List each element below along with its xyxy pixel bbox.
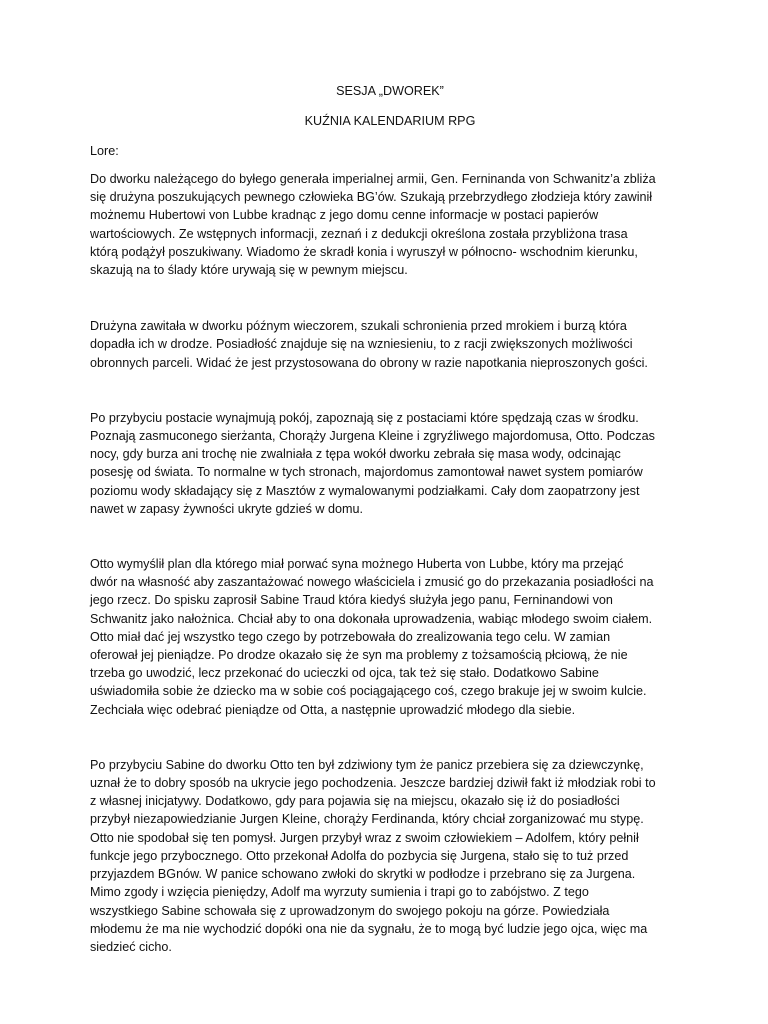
paragraph-3: Po przybyciu postacie wynajmują pokój, zapoznają się z postaciami które spędzają czas w środku. Poznają zasmuconego sierżanta, Chorąży Jurgena Kleine i zgryźliwego majordomusa, Otto. Podczas nocy, gdy burza ani trochę nie zwalniała z tępa wokół dworku zebrała się masa wody, odcinając posesję od świata. To normalne w tych stronach, majordomus zamontował nawet system pomiarów poziomu wody składający się z Masztów z wymalowanymi podziałkami. Cały dom zaopatrzony jest nawet w zapasy żywności ukryte gdzieś w domu. xyxy=(90,410,655,516)
paragraph-1: Do dworku należącego do byłego generała imperialnej armii, Gen. Ferninanda von Schwanitz’a zbliża się drużyna poszukujących pewnego człowieka BG’ów. Szukają przebrzydłego złodzieja który zawinił możnemu Hubertowi von Lubbe kradnąc z jego domu cenne informacje w postaci papierów wartościowych. Ze wstępnych informacji, zeznań i z dedukcji określona została przybliżona trasa którą podążył poszukiwany. Wiadomo że skradł konia i wyruszył w północno- wschodnim kierunku, skazują na to ślady które urywają się w pewnym miejscu. xyxy=(90,172,656,278)
document-page xyxy=(90,82,690,956)
lore-label: Lore: xyxy=(90,144,119,158)
document-title: SESJA „DWOREK” xyxy=(336,84,444,98)
paragraph-5: Po przybyciu Sabine do dworku Otto ten był zdziwiony tym że panicz przebiera się za dziewczynkę, uznał że to dobry sposób na ukrycie jego pochodzenia. Jeszcze bardziej dziwił fakt iż młodziak robi to z własnej inicjatywy. Dodatkowo, gdy para pojawia się na miejscu, okazało się iż do posiadłości przybył niezapowiedzianie Jurgen Kleine, chorąży Ferdinanda, który chciał zorganizować mu stypę. Otto nie spodobał się ten pomysł. Jurgen przybył wraz z swoim człowiekiem – Adolfem, który pełnił funkcje jego przybocznego. Otto przekonał Adolfa do pozbycia się Jurgena, stało się to tuż przed przyjazdem BGnów. W panice schowano zwłoki do skrytki w podłodze i przebrano się za Jurgena. Mimo zgody i wzięcia pieniędzy, Adolf ma wyrzuty sumienia i trapi go to zabójstwo. Z tego wszystkiego Sabine schowała się z uprowadzonym do swojego pokoju na górze. Powiedziała młodemu że ma nie wychodzić dopóki ona nie da sygnału, że to mogą być ludzie jego ojca, więc ma siedzieć cicho. xyxy=(90,757,656,954)
paragraph-2: Drużyna zawitała w dworku późnym wieczorem, szukali schronienia przed mrokiem i burzą która dopadła ich w drodze. Posiadłość znajduje się na wzniesieniu, to z racji zwiększonych możliwości obronnych parceli. Widać że jest przystosowana do obrony w razie napotkania nieproszonych gości. xyxy=(90,319,648,370)
paragraph-4: Otto wymyślił plan dla którego miał porwać syna możnego Huberta von Lubbe, który ma przejąć dwór na własność aby zaszantażować nowego właściciela i zmusić go do przekazania posiadłości na jego rzecz. Do spisku zaprosił Sabine Traud która kiedyś służyła jego panu, Ferninandowi von Schwanitz jako nałożnica. Chciał aby to ona dokonała uprowadzenia, wabiąc młodego swoim ciałem. Otto miał dać jej wszystko tego czego by potrzebowała do zrealizowania tego celu. W zamian oferował jej pieniądze. Po drodze okazało się że syn ma problemy z tożsamością płciową, że nie trzeba go uwodzić, lecz przekonać do ucieczki od ojca, tak też się stało. Dodatkowo Sabine uświadomiła sobie że dziecko ma w sobie coś pociągającego coś, czego brakuje jej w swoim kulcie. Zechciała więc odebrać pieniądze od Otta, a następnie uprowadzić młodego dla siebie. xyxy=(90,557,654,717)
document-subtitle: KUŹNIA KALENDARIUM RPG xyxy=(304,114,476,128)
